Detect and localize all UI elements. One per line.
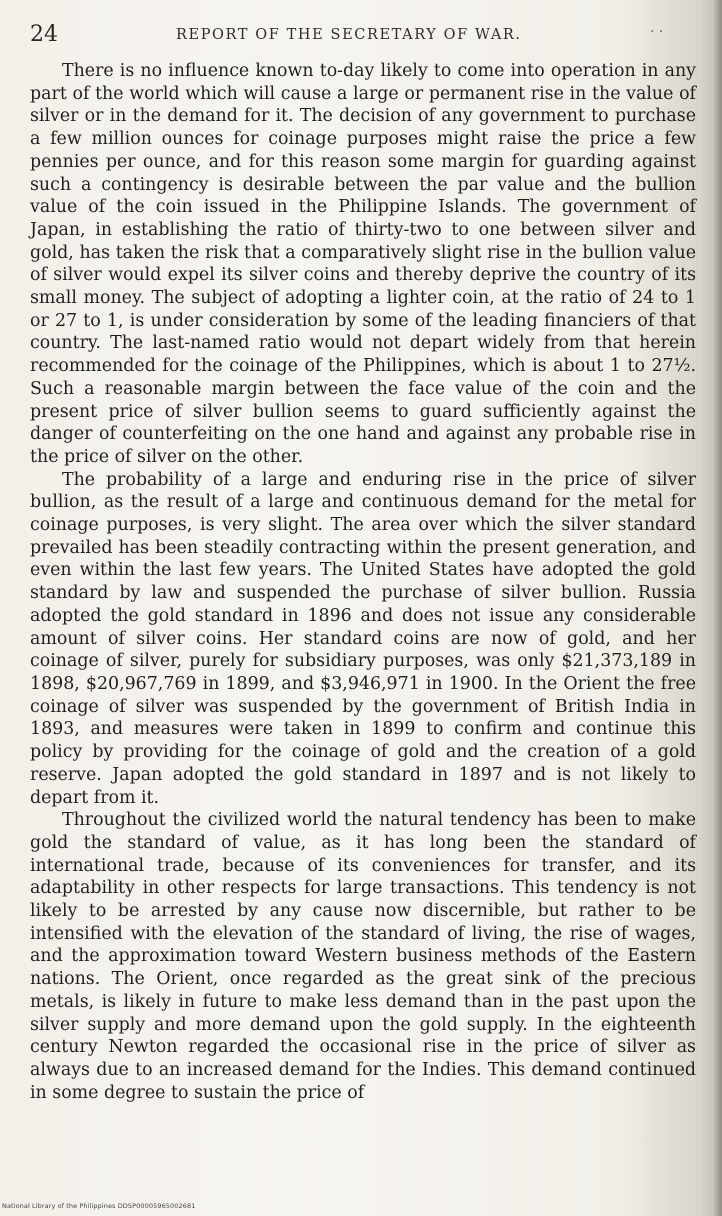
paragraph: There is no influence known to-day likely to come into operation in any part of the world which will cause a large or permanent rise in the value of silver or in the demand for it. The decision of any government to purchase a few million ounces for coinage purposes might raise the price a few pennies per ounce, and for this reason some margin for guarding against such a contingency is desirable between the par value and the bullion value of the coin issued in the Philippine Islands. The government of Japan, in establishing the ratio of thirty-two to one between silver and gold, has taken the risk that a comparatively slight rise in the bullion value of silver would expel its silver coins and thereby deprive the country of its small money. The subject of adopting a lighter coin, at the ratio of 24 to 1 or 27 to 1, is under consideration by some of the leading financiers of that country. The last-named ratio would not depart widely from that herein recommended for the coinage of the Philippines, which is about 1 to 27½. Such a reasonable margin between the face value of the coin and the present price of silver bullion seems to guard sufficiently against the danger of counterfeiting on the one hand and against any probable rise in the price of silver on the other. — [30, 61, 696, 467]
paragraph: The probability of a large and enduring rise in the price of silver bullion, as the result of a large and continuous demand for the metal for coinage purposes, is very slight. The area over which the silver standard prevailed has been steadily contracting within the present generation, and even within the last few years. The United States have adopted the gold standard by law and suspended the purchase of silver bullion. Russia adopted the gold standard in 1896 and does not issue any considerable amount of silver coins. Her standard coins are now of gold, and her coinage of silver, purely for subsidiary purposes, was only $21,373,189 in 1898, $20,967,769 in 1899, and $3,946,971 in 1900. In the Orient the free coinage of silver was suspended by the government of British India in 1893, and measures were taken in 1899 to confirm and continue this policy by providing for the coinage of gold and the creation of a gold reserve. Japan adopted the gold standard in 1897 and is not likely to depart from it. — [30, 469, 696, 808]
body-text — [30, 60, 696, 1104]
running-head: REPORT OF THE SECRETARY OF WAR. — [176, 27, 522, 43]
page-header — [30, 22, 690, 48]
scan-footer: National Library of the Philippines DDSP00005965002681 — [2, 1202, 196, 1210]
paragraph: Throughout the civilized world the natural tendency has been to make gold the standard of value, as it has long been the standard of international trade, because of its conveniences for transfer, and its adaptability in other respects for large transactions. This tendency is not likely to be arrested by any cause now discernible, but rather to be intensified with the elevation of the standard of living, the rise of wages, and the approximation toward Western business methods of the Eastern nations. The Orient, once regarded as the great sink of the precious metals, is likely in future to make less demand than in the past upon the silver supply and more demand upon the gold supply. In the eighteenth century Newton regarded the occasional rise in the price of silver as always due to an increased demand for the Indies. This demand continued in some degree to sustain the price of — [30, 810, 696, 1103]
page-number: 24 — [30, 22, 58, 47]
page-edge-shadow — [712, 0, 722, 1216]
header-mark: · · — [650, 24, 664, 40]
